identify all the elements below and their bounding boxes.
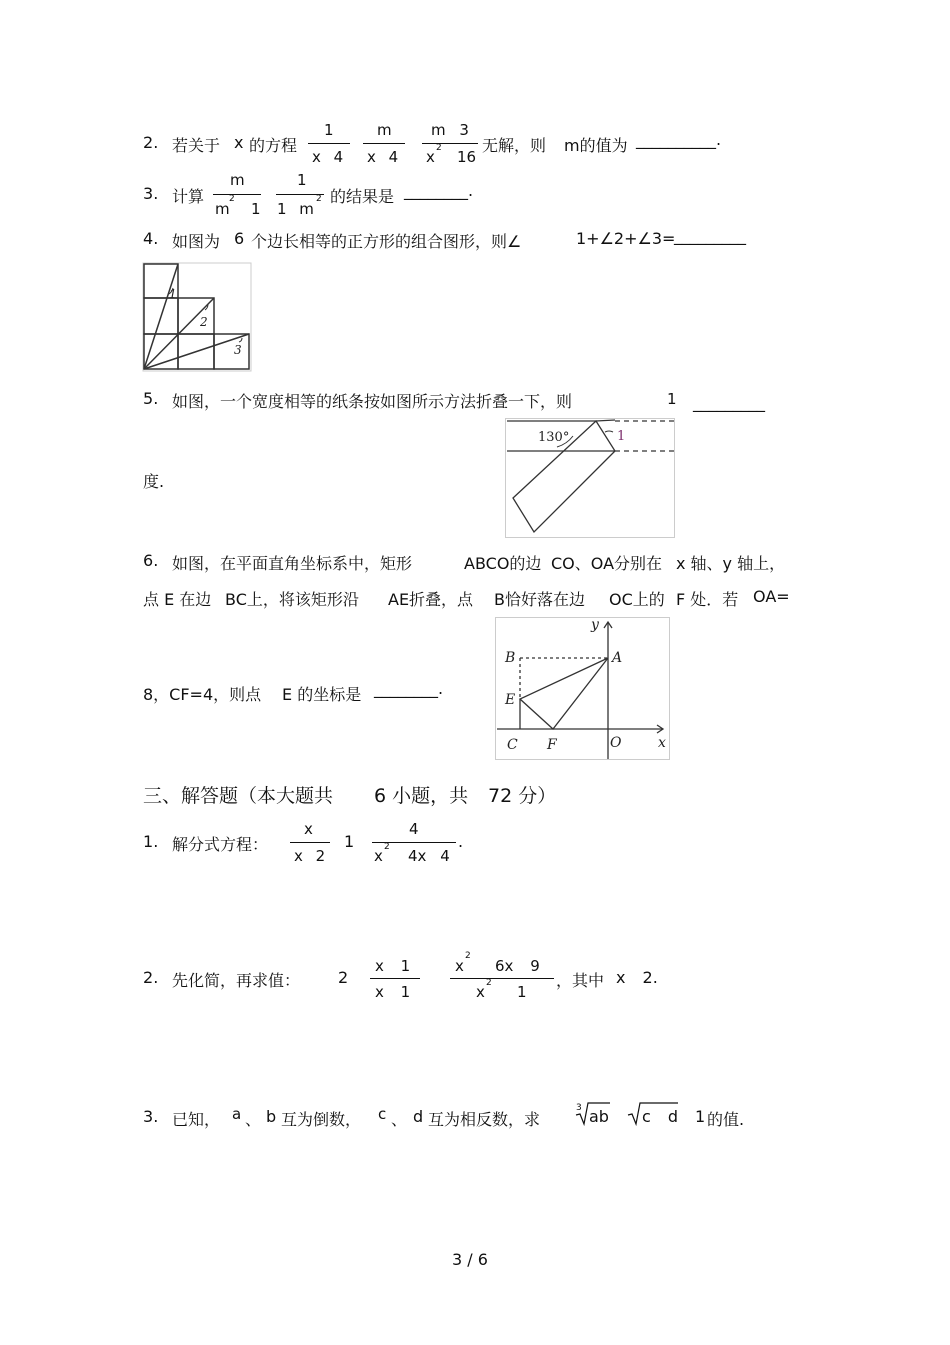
q6-label-x: x xyxy=(658,735,666,751)
section-3-score: 72 分） xyxy=(488,785,557,807)
q2-number: 2. xyxy=(143,133,159,152)
q6-line1-d: x 轴、y 轴上， xyxy=(676,554,786,573)
q6-line2-b: BC上，将该矩形沿 xyxy=(225,590,359,609)
q5-angle-label: 130° xyxy=(538,430,570,445)
s3-lead: 已知， xyxy=(172,1110,221,1129)
q4-blank: _________ xyxy=(674,226,746,245)
q4-number: 4. xyxy=(143,229,159,248)
s2-f2-den-b: 1 xyxy=(517,983,527,1001)
s1-end: . xyxy=(458,832,464,851)
s2-number: 2. xyxy=(143,968,159,987)
s1-one: 1 xyxy=(344,832,355,851)
q2-f3-den-a: x xyxy=(426,148,435,166)
q2-f2-bar xyxy=(363,143,405,144)
q2-f3-bar xyxy=(422,143,478,144)
q3-f1-bar xyxy=(213,194,261,195)
s1-f2-den-a: x xyxy=(374,847,383,865)
q2-f1-den: x 4 xyxy=(312,148,344,166)
s3-root-index: 3 xyxy=(576,1103,582,1113)
q4-six: 6 xyxy=(234,229,245,248)
q5-unit: 度. xyxy=(143,472,165,491)
q6-line1-b: ABCO的边 xyxy=(464,554,542,573)
s3-one: 1 xyxy=(695,1107,706,1126)
s3-number: 3. xyxy=(143,1107,159,1126)
q2-f1-num: 1 xyxy=(324,121,334,139)
s1-number: 1. xyxy=(143,832,159,851)
q6-line2-c: AE折叠，点 xyxy=(388,590,474,609)
s3-sep1: 、 xyxy=(245,1110,262,1129)
q6-label-F: F xyxy=(547,737,557,753)
q5-text: 如图，一个宽度相等的纸条按如图所示方法折叠一下，则 xyxy=(172,392,573,411)
s1-f2-num: 4 xyxy=(409,820,419,838)
q2-f3-num: m 3 xyxy=(431,121,469,139)
s1-f2-den-sup: 2 xyxy=(384,842,390,852)
q2-blank: __________. xyxy=(636,130,722,149)
page-number: 3 / 6 xyxy=(452,1250,488,1269)
q5-number: 5. xyxy=(143,389,159,408)
s1-f1-num: x xyxy=(304,820,313,838)
q6-label-E: E xyxy=(505,692,516,708)
q4-text-c: 1+∠2+∠3= xyxy=(576,229,676,248)
s1-f2-den-b: 4x 4 xyxy=(408,847,450,865)
s1-f1-bar xyxy=(290,842,330,843)
s3-text1: 互为倒数， xyxy=(281,1110,362,1129)
q6-line3-b: E 的坐标是 xyxy=(282,685,362,704)
q3-f2-den-sup: 2 xyxy=(316,194,322,204)
q4-label-2: 2 xyxy=(200,315,208,329)
q3-f1-den-a: m xyxy=(215,200,230,218)
s2-f2-num-sup: 2 xyxy=(465,951,471,961)
q2-f3-den-b: 16 xyxy=(457,148,477,166)
q2-m-label: m的值为 xyxy=(564,136,628,155)
q4-text-b: 个边长相等的正方形的组合图形，则∠ xyxy=(251,232,522,251)
s3-a: a xyxy=(232,1105,242,1123)
q5-figure-frame xyxy=(506,419,675,538)
q6-line1-c: CO、OA分别在 xyxy=(551,554,663,573)
q6-line2-e: OC上的 xyxy=(609,590,665,609)
s2-f1-den: x 1 xyxy=(375,983,411,1001)
s1-f1-den: x 2 xyxy=(294,847,326,865)
q5-angle-number: 1 xyxy=(667,390,677,408)
q3-blank: ________. xyxy=(404,181,474,200)
q3-lead: 计算 xyxy=(172,187,205,206)
q6-line2-g: OA= xyxy=(753,587,790,606)
s2-condition: x 2. xyxy=(616,968,658,987)
q6-blank: ________. xyxy=(374,679,444,698)
q2-f2-den: x 4 xyxy=(367,148,399,166)
q6-line1-a: 如图，在平面直角坐标系中，矩形 xyxy=(172,554,413,573)
s1-lead: 解分式方程： xyxy=(172,835,269,854)
section-3-count: 6 小题，共 xyxy=(374,785,469,807)
s3-sep2: 、 xyxy=(391,1110,408,1129)
q3-f1-den-b: 1 xyxy=(251,200,261,218)
s2-f1-bar xyxy=(370,978,420,979)
q6-line2-f: F 处．若 xyxy=(676,590,739,609)
s3-c: c xyxy=(378,1105,387,1123)
q6-figure-frame xyxy=(496,618,670,760)
q3-tail: 的结果是 xyxy=(330,187,395,206)
s2-two: 2 xyxy=(338,968,349,987)
s2-tail: ，其中 xyxy=(556,971,605,990)
q6-label-y: y xyxy=(591,617,599,633)
s3-b: b xyxy=(266,1107,277,1126)
section-3-title: 三、解答题（本大题共 xyxy=(143,785,334,807)
q2-lead: 若关于 xyxy=(172,136,221,155)
q2-f3-den-sup: 2 xyxy=(436,143,442,153)
q3-f2-den-a: 1 m xyxy=(277,200,314,218)
s2-f2-bar xyxy=(450,978,554,979)
s3-ab: ab xyxy=(589,1107,609,1126)
s3-end: 的值. xyxy=(707,1110,745,1129)
q2-f2-num: m xyxy=(377,121,392,139)
s3-d: d xyxy=(413,1107,424,1126)
q5-label-1: 1 xyxy=(617,429,626,444)
s2-f2-den-a: x xyxy=(476,983,485,1001)
q3-f1-num: m xyxy=(230,171,245,189)
q6-number: 6. xyxy=(143,551,159,570)
q3-number: 3. xyxy=(143,184,159,203)
q6-label-O: O xyxy=(610,735,622,751)
q2-x: x xyxy=(234,133,244,152)
q6-label-B: B xyxy=(505,650,516,666)
q2-tail: 无解，则 xyxy=(482,136,547,155)
q2-f1-bar xyxy=(308,143,350,144)
q6-line3: 8，CF=4，则点 xyxy=(143,685,262,704)
s3-cd: c d xyxy=(642,1107,679,1126)
s2-lead: 先化简，再求值： xyxy=(172,971,301,990)
q6-line2-a: 点 E 在边 xyxy=(143,590,212,609)
q3-f2-num: 1 xyxy=(297,171,307,189)
q6-label-C: C xyxy=(507,737,518,753)
s3-text2: 互为相反数，求 xyxy=(428,1110,541,1129)
s2-f1-num: x 1 xyxy=(375,957,411,975)
q2-mid: 的方程 xyxy=(249,136,298,155)
s2-f2-num-a: x xyxy=(455,957,464,975)
q5-figure-paper-strip xyxy=(505,418,676,539)
q6-label-A: A xyxy=(612,650,623,666)
q4-figure-squares xyxy=(142,262,252,372)
q4-label-3: 3 xyxy=(234,343,242,357)
q3-f1-den-sup: 2 xyxy=(229,194,235,204)
q4-text-a: 如图为 xyxy=(172,232,221,251)
q5-blank: _________ xyxy=(693,393,765,412)
s2-f2-den-sup: 2 xyxy=(486,978,492,988)
q4-label-1: 1 xyxy=(169,287,177,301)
q6-figure-coordinate xyxy=(495,617,671,761)
s2-f2-num-b: 6x 9 xyxy=(495,957,540,975)
q6-line2-d: B恰好落在边 xyxy=(494,590,585,609)
